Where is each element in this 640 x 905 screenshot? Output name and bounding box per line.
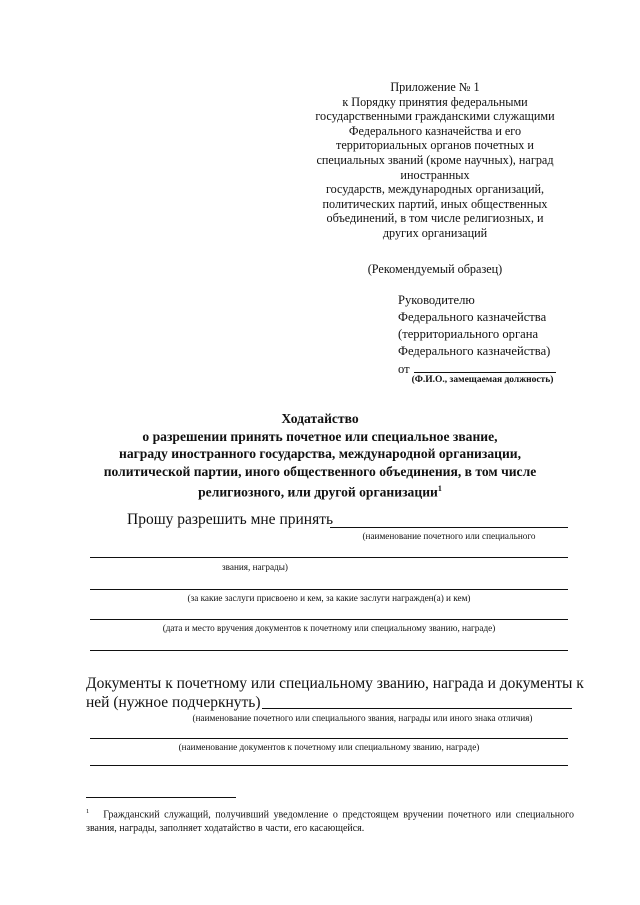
annex-line: государственными гражданскими служащими <box>315 109 555 124</box>
annex-line: Приложение № 1 <box>390 80 480 94</box>
annex-line: территориальных органов почетных и <box>336 138 534 153</box>
from-label: от <box>398 362 410 376</box>
addressee-line: (территориального органа <box>398 327 539 341</box>
documents-text: Документы к почетному или специальному званию, награда и документы к ней (нужное подчеркнуть) <box>86 675 584 711</box>
award-name-line-2[interactable] <box>90 557 568 558</box>
title-line: о разрешении принять почетное или специальное звание, <box>142 428 498 444</box>
annex-line: специальных званий (кроме научных), наград <box>316 152 554 167</box>
addressee-line: Федерального казначейства) <box>398 344 551 358</box>
annex-line: других организаций <box>382 225 488 240</box>
award-name-caption-2: звания, награды) <box>222 562 288 572</box>
title-line <box>70 480 570 501</box>
annex-header <box>300 80 570 241</box>
merits-line[interactable] <box>90 589 568 590</box>
date-place-caption: (дата и место вручения документов к почетному или специальному званию, награде) <box>162 623 496 633</box>
sample-note: (Рекомендуемый образец) <box>367 262 503 276</box>
request-text: Прошу разрешить мне принять <box>127 511 334 528</box>
merits-caption: (за какие заслуги присвоено и кем, за какие заслуги награжден(а) и кем) <box>187 593 471 603</box>
documents-caption-2: (наименование документов к почетному или специальному званию, награде) <box>178 742 480 752</box>
documents-caption-1: (наименование почетного или специального звания, награды или иного знака отличия) <box>192 713 533 723</box>
footnote-ref: 1 <box>437 484 442 494</box>
document-title <box>70 410 570 502</box>
date-place-line[interactable] <box>90 619 568 620</box>
documents-line-2[interactable] <box>90 738 568 739</box>
addressee-block <box>398 292 598 378</box>
footnote-text: Гражданский служащий, получивший уведомление о предстоящем вручении почетного или специального звания, награды, заполняет ходатайство в части, его касающейся. <box>86 809 574 834</box>
annex-line: государств, международных организаций, <box>325 182 545 197</box>
documents-line-3[interactable] <box>90 765 568 766</box>
annex-line: политических партий, иных общественных <box>322 196 548 211</box>
footnote-separator <box>86 797 236 798</box>
footnote-mark: 1 <box>86 808 90 815</box>
date-place-line-2[interactable] <box>90 650 568 651</box>
title-line: политической партии, иного общественного объединения, в том числе <box>103 463 537 479</box>
from-fill-line[interactable] <box>414 360 556 373</box>
award-name-caption: (наименование почетного или специального <box>362 531 536 541</box>
footnote <box>86 805 574 835</box>
annex-line: иностранных <box>400 167 470 182</box>
annex-line: Федерального казначейства и его <box>348 123 522 138</box>
title-line: награду иностранного государства, международной организации, <box>118 446 522 462</box>
documents-fill-line[interactable] <box>262 708 572 709</box>
addressee-line: Федерального казначейства <box>398 310 547 324</box>
award-name-line[interactable] <box>330 527 568 528</box>
title-line-last: религиозного, или другой организации <box>198 484 438 500</box>
addressee-line: Руководителю <box>398 293 475 307</box>
title-line: Ходатайство <box>281 411 359 426</box>
from-caption: (Ф.И.О., замещаемая должность) <box>411 375 554 385</box>
annex-line: объединений, в том числе религиозных, и <box>326 211 544 226</box>
annex-line: к Порядку принятия федеральными <box>342 94 528 109</box>
